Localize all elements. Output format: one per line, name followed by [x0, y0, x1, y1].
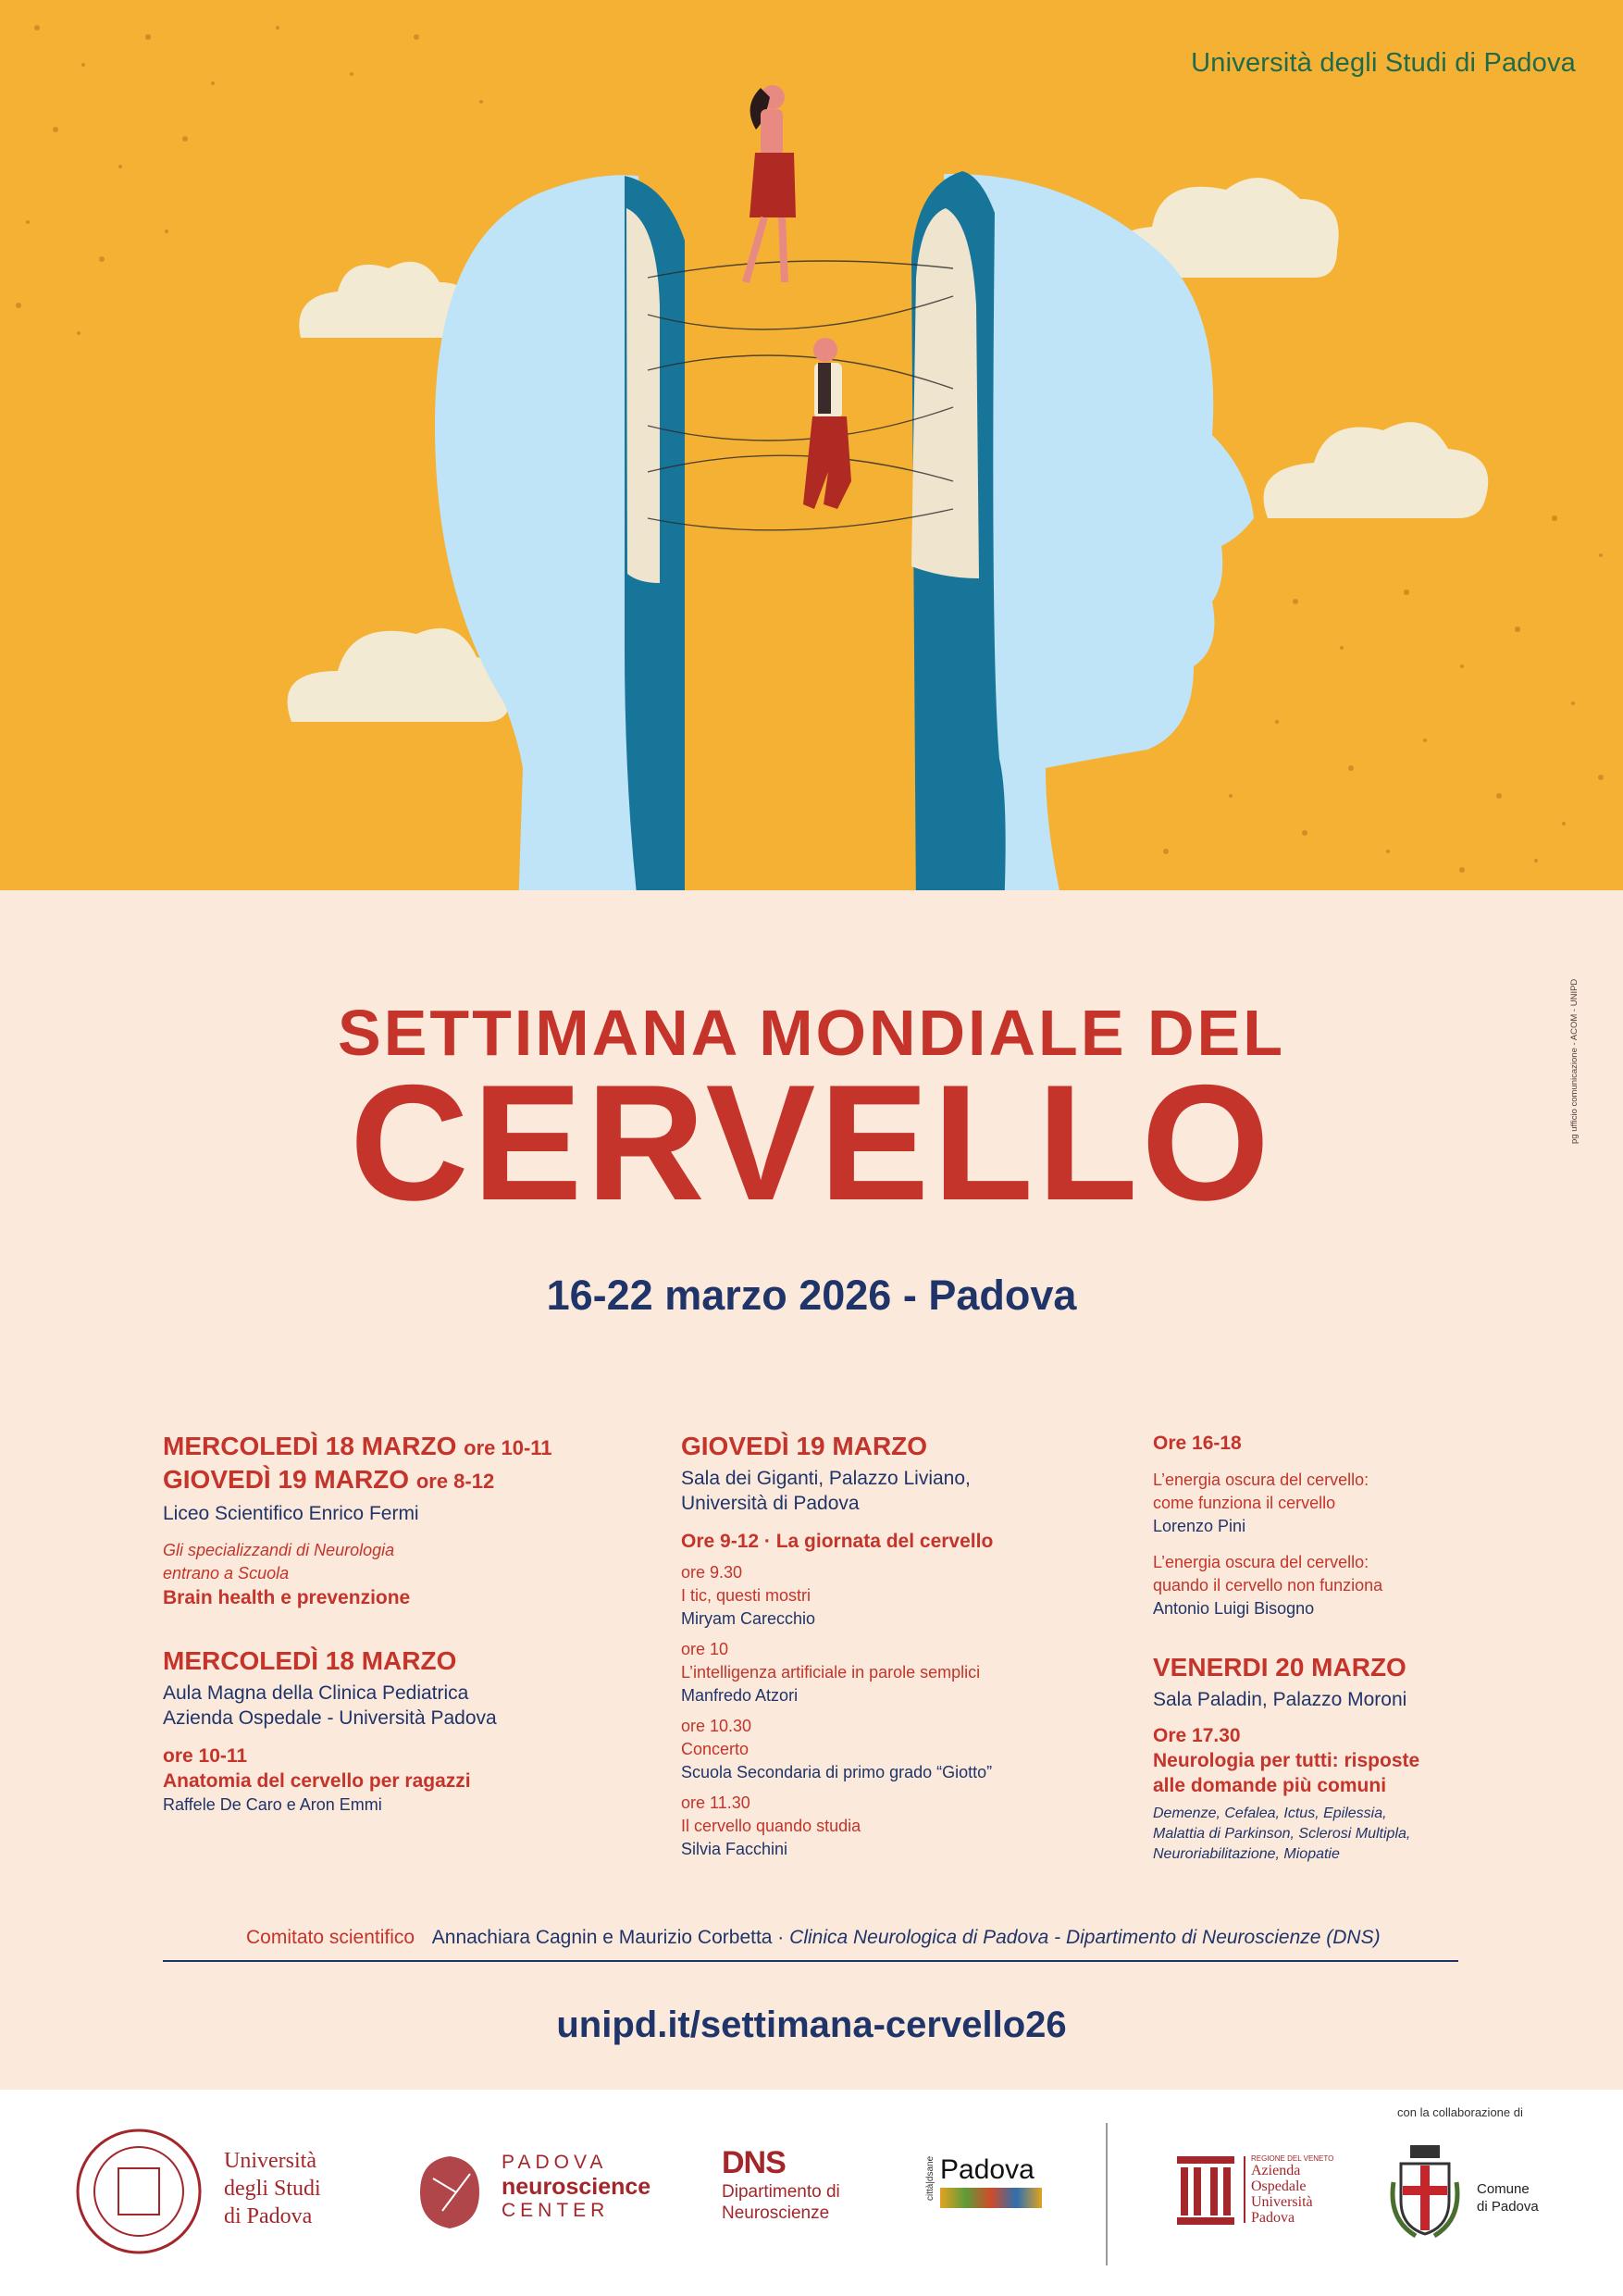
dns-logo: DNS Dipartimento di Neuroscienze — [722, 2145, 840, 2223]
scientific-committee: Comitato scientifico Annachiara Cagnin e Maurizio Corbetta · Clinica Neurologica di Padova - Dipartimento di Neuroscienze (DNS) — [246, 1927, 1381, 1948]
head-illustration — [0, 0, 1623, 890]
col2-day: GIOVEDÌ 19 MARZO — [681, 1432, 928, 1460]
event1-title: Brain health e prevenzione — [163, 1587, 411, 1608]
event2-place-1: Aula Magna della Clinica Pediatrica — [163, 1682, 469, 1704]
brain-network-icon — [415, 2151, 485, 2234]
title-line-2: CERVELLO — [350, 1050, 1273, 1235]
event2-title: Anatomia del cervello per ragazzi — [163, 1770, 471, 1792]
aou-building-icon — [1177, 2156, 1234, 2225]
program-column-3: Ore 16-18 L’energia oscura del cervello: come funziona il cervello Lorenzo Pini L’energia oscura del cervello: quando il cervello non funziona Antonio Luigi Bisogno VENERDI 20 MARZO Sala Paladin, Palazzo Moroni Ore 17.30 Neurologia per tutti: risposte alle domande più comuni Demenze, Cefalea, Ictus, Epilessia, Malattia di Parkinson, Sclerosi Multipla, Neuroriabilitazione, Miopatie — [1153, 1431, 1458, 1865]
unipd-seal-icon — [74, 2127, 204, 2256]
event1-date1: MERCOLEDÌ 18 MARZO ore 10-11 — [163, 1432, 552, 1460]
hero-illustration — [0, 0, 1623, 890]
program-column-1 — [163, 1431, 607, 1817]
event-url[interactable]: unipd.it/settimana-cervello26 — [556, 2004, 1067, 2045]
col3-place: Sala Paladin, Palazzo Moroni — [1153, 1689, 1407, 1710]
footer-logos — [0, 2090, 1623, 2296]
divider — [163, 1960, 1458, 1962]
col2-item-1: ore 9.30 I tic, questi mostri Miryam Carecchio — [681, 1563, 816, 1628]
collab-label: con la collaborazione di — [1397, 2105, 1523, 2119]
event-dates: 16-22 marzo 2026 - Padova — [546, 1272, 1077, 1319]
col2-main: Ore 9-12 · La giornata del cervello — [681, 1531, 994, 1552]
woman-figure — [746, 85, 796, 282]
title-line-1: SETTIMANA MONDIALE DEL — [338, 997, 1285, 1069]
col3-time: Ore 16-18 — [1153, 1433, 1242, 1454]
col2-place-2: Università di Padova — [681, 1493, 860, 1514]
comune-logo: Comune di Padova — [1477, 2181, 1539, 2215]
col2-item-3: ore 10.30 Concerto Scuola Secondaria di primo grado “Giotto” — [681, 1717, 993, 1781]
col2-place-1: Sala dei Giganti, Palazzo Liviano, — [681, 1468, 971, 1489]
citta-sane-logo: città|dsane Padova — [925, 2154, 1046, 2219]
pnc-logo: PADOVA neuroscience CENTER — [502, 2152, 651, 2221]
event1-desc-1: Gli specializzandi di Neurologia — [163, 1541, 395, 1559]
col2-item-4: ore 11.30 Il cervello quando studia Silvia Facchini — [681, 1793, 861, 1858]
event1-place: Liceo Scientifico Enrico Fermi — [163, 1503, 419, 1524]
print-credit: pg ufficio comunicazione - ACOM - UNIPD — [1569, 978, 1580, 1144]
event2-date: MERCOLEDÌ 18 MARZO — [163, 1646, 457, 1675]
aou-logo: REGIONE DEL VENETO Azienda Ospedale Università Padova — [1251, 2154, 1334, 2226]
event1-date2: GIOVEDÌ 19 MARZO ore 8-12 — [163, 1465, 495, 1494]
event2-time: ore 10-11 — [163, 1745, 248, 1767]
unipd-logo: Università degli Studi di Padova — [224, 2149, 321, 2228]
event2-place-2: Azienda Ospedale - Università Padova — [163, 1707, 497, 1729]
program-column-2 — [681, 1431, 1070, 1861]
man-figure — [803, 338, 851, 509]
col3-day: VENERDI 20 MARZO — [1153, 1653, 1406, 1682]
col2-item-2: ore 10 L’intelligenza artificiale in parole semplici Manfredo Atzori — [681, 1640, 981, 1705]
event1-desc-2: entrano a Scuola — [163, 1564, 290, 1582]
university-header: Università degli Studi di Padova — [1191, 48, 1576, 78]
footer-separator — [1106, 2123, 1108, 2265]
event2-speakers: Raffele De Caro e Aron Emmi — [163, 1795, 382, 1814]
comune-crest-icon — [1388, 2145, 1462, 2238]
